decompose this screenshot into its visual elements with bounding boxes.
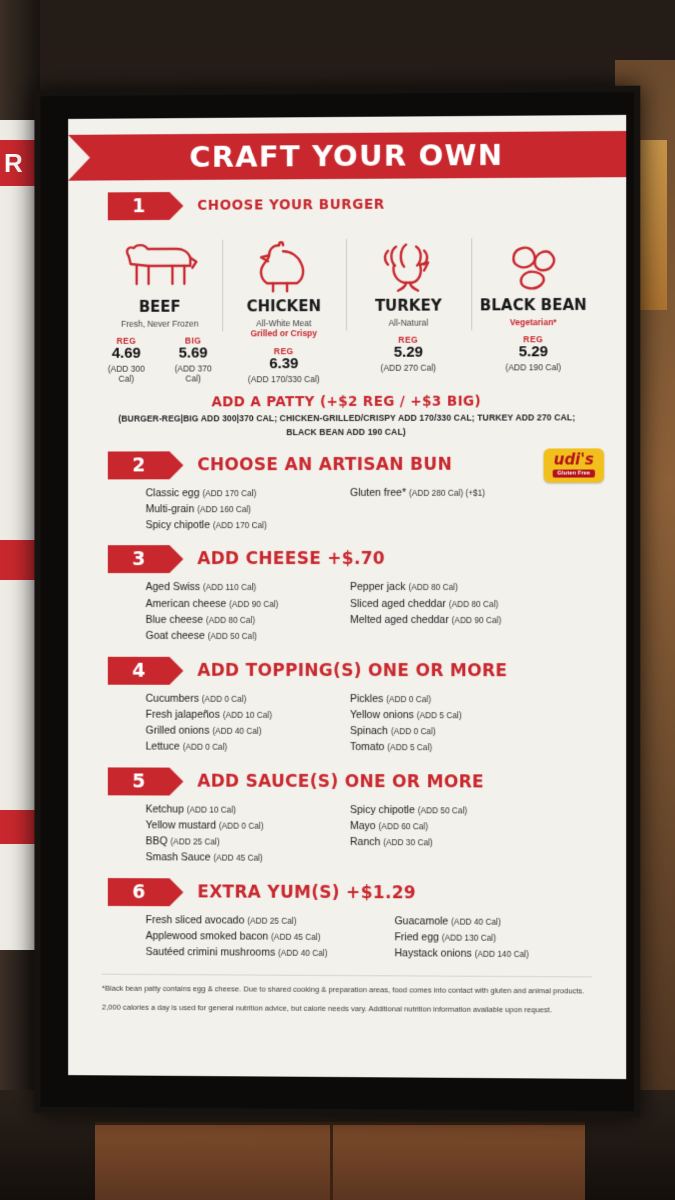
burger-prices <box>475 334 592 372</box>
section-title: ADD TOPPING(S) ONE OR MORE <box>197 660 508 681</box>
price-reg <box>506 334 562 372</box>
item-calories: (ADD 90 Cal) <box>451 615 502 626</box>
list-item[interactable] <box>146 517 350 533</box>
price-calories: (ADD 170/330 Cal) <box>247 373 320 384</box>
item-calories: (ADD 80 Cal) <box>408 582 458 593</box>
item-calories: (ADD 80 Cal) <box>448 598 499 609</box>
price-label: REG <box>273 346 294 357</box>
section-number: 1 <box>108 192 170 220</box>
section-choose-bun <box>68 450 626 534</box>
list-item[interactable] <box>350 484 566 501</box>
section-number: 3 <box>108 546 170 574</box>
list-item[interactable] <box>394 946 595 963</box>
item-calories: (ADD 170 Cal) <box>202 487 257 498</box>
item-name: Grilled onions <box>145 724 210 737</box>
footnote-allergen: *Black bean patty contains egg & cheese. Due to shared cooking & preparation areas, food comes into contact with gluten and animal products. <box>101 984 585 996</box>
extra-column-left <box>146 912 395 962</box>
item-name: Gluten free* <box>349 486 407 499</box>
item-calories: (ADD 40 Cal) <box>212 725 262 736</box>
list-item[interactable] <box>146 690 350 707</box>
bun-options <box>146 484 627 533</box>
item-calories: (ADD 40 Cal) <box>278 947 328 959</box>
item-name: Fresh sliced avocado <box>145 913 245 927</box>
item-name: Fresh jalapeños <box>145 708 220 721</box>
section-add-sauces <box>68 767 626 868</box>
item-name: Pepper jack <box>349 581 406 594</box>
topping-column-left <box>146 690 350 755</box>
burger-option-beef[interactable] <box>98 234 222 385</box>
section-title: CHOOSE YOUR BURGER <box>197 196 385 214</box>
item-calories: (ADD 170 Cal) <box>212 520 267 531</box>
counter-seam <box>330 1125 333 1200</box>
bun-column-left <box>146 485 350 534</box>
burger-subtitle <box>350 317 467 328</box>
price-label: REG <box>523 334 544 345</box>
burger-subtitle <box>475 317 592 328</box>
section-title: ADD CHEESE +$.70 <box>197 549 386 570</box>
item-calories: (ADD 0 Cal) <box>218 820 264 831</box>
item-calories: (ADD 0 Cal) <box>390 726 436 737</box>
list-item[interactable] <box>146 612 350 628</box>
item-calories: (ADD 0 Cal) <box>386 693 432 704</box>
item-name: American cheese <box>145 597 227 610</box>
item-name: Aged Swiss <box>145 581 201 594</box>
price-calories: (ADD 370 Cal) <box>174 363 212 384</box>
item-name: Sautéed crimini mushrooms <box>145 946 276 959</box>
black-bean-icon <box>475 232 592 295</box>
cheese-options <box>146 579 627 644</box>
udis-tag: Gluten Free <box>552 470 595 478</box>
list-item[interactable] <box>146 928 395 945</box>
udis-gluten-free-badge <box>544 448 604 482</box>
item-calories: (ADD 5 Cal) <box>387 742 433 753</box>
burger-sub-text: Fresh, Never Frozen <box>121 318 199 329</box>
burger-option-turkey[interactable] <box>346 232 471 383</box>
list-item[interactable] <box>394 913 595 930</box>
section-add-cheese <box>68 545 626 644</box>
item-name: Multi-grain <box>145 503 195 516</box>
menu-board <box>68 115 626 1079</box>
sauce-options <box>146 801 627 868</box>
list-item[interactable] <box>146 833 350 850</box>
section-header <box>68 189 626 220</box>
item-name: Ketchup <box>145 803 184 816</box>
burger-name: TURKEY <box>374 296 442 315</box>
section-title: CHOOSE AN ARTISAN BUN <box>197 454 453 475</box>
item-name: Mayo <box>349 819 376 833</box>
item-name: Goat cheese <box>145 630 205 643</box>
burger-sub-text: All-Natural <box>388 317 429 328</box>
topping-options <box>146 690 627 756</box>
item-name: Spicy chipotle <box>145 519 211 532</box>
item-name: Haystack onions <box>394 947 472 960</box>
item-name: Classic egg <box>145 486 200 499</box>
burger-name: CHICKEN <box>246 297 322 316</box>
extra-options <box>146 912 627 963</box>
item-name: Cucumbers <box>145 692 199 705</box>
list-item[interactable] <box>146 723 350 740</box>
burger-name: BEEF <box>138 297 181 316</box>
list-item[interactable] <box>146 596 350 612</box>
price-reg <box>381 335 436 373</box>
item-name: Lettuce <box>145 740 180 753</box>
item-calories: (ADD 50 Cal) <box>417 804 468 816</box>
footnotes <box>102 974 592 1016</box>
item-name: Applewood smoked bacon <box>145 929 269 943</box>
item-name: Spinach <box>349 725 388 738</box>
section-add-toppings <box>68 656 626 756</box>
list-item[interactable] <box>350 707 566 724</box>
list-item[interactable] <box>394 929 595 946</box>
price-value: 5.29 <box>518 343 548 361</box>
extra-column-right <box>394 913 595 963</box>
list-item[interactable] <box>146 501 350 518</box>
price-value: 6.39 <box>269 355 299 373</box>
list-item[interactable] <box>146 579 350 595</box>
item-calories: (ADD 160 Cal) <box>197 504 252 515</box>
counter <box>95 1122 585 1200</box>
list-item[interactable] <box>350 579 566 595</box>
add-patty-title: ADD A PATTY (+$2 REG / +$3 BIG) <box>211 393 482 410</box>
list-item[interactable] <box>350 596 566 612</box>
burger-prices <box>350 335 467 373</box>
burger-prices <box>102 336 218 384</box>
burger-subtitle <box>226 318 342 340</box>
page-title: CRAFT YOUR OWN <box>189 137 504 174</box>
item-name: BBQ <box>145 835 168 848</box>
item-name: Fried egg <box>394 931 439 944</box>
section-extra-yums <box>68 878 626 963</box>
burger-option-black-bean[interactable] <box>471 232 596 383</box>
price-label: BIG <box>184 335 202 346</box>
burger-prices <box>226 346 342 384</box>
turkey-icon <box>350 232 467 295</box>
item-calories: (ADD 45 Cal) <box>213 852 263 864</box>
section-header <box>68 878 626 908</box>
item-calories: (ADD 140 Cal) <box>474 948 529 960</box>
price-value: 5.69 <box>178 344 208 362</box>
add-a-patty <box>102 393 592 440</box>
item-calories: (ADD 0 Cal) <box>182 742 228 753</box>
cheese-column-left <box>146 579 350 644</box>
price-label: REG <box>116 336 137 347</box>
item-calories: (ADD 0 Cal) <box>201 693 247 704</box>
section-header <box>68 767 626 797</box>
list-item[interactable] <box>350 818 566 835</box>
price-value: 4.69 <box>111 345 141 363</box>
item-calories: (ADD 25 Cal) <box>247 915 297 926</box>
list-item[interactable] <box>146 850 350 867</box>
footnote-calories: 2,000 calories a day is used for general nutrition advice, but calorie needs vary. Additional nutrition information available upon request. <box>101 1002 552 1015</box>
burger-subtitle <box>102 318 218 329</box>
section-number: 2 <box>108 451 170 479</box>
burger-option-chicken[interactable] <box>222 233 346 384</box>
item-calories: (ADD 80 Cal) <box>206 614 256 625</box>
menu-board-frame <box>34 86 640 1118</box>
list-item[interactable] <box>146 707 350 724</box>
item-calories: (ADD 90 Cal) <box>229 598 279 609</box>
add-patty-line2: BLACK BEAN ADD 190 CAL) <box>286 426 406 438</box>
item-name: Tomato <box>349 741 385 754</box>
item-calories: (ADD 110 Cal) <box>203 582 257 593</box>
item-calories: (ADD 130 Cal) <box>441 932 497 943</box>
section-number: 4 <box>108 656 170 684</box>
list-item[interactable] <box>146 739 350 756</box>
price-reg <box>248 346 320 384</box>
section-title: EXTRA YUM(S) +$1.29 <box>197 882 417 904</box>
price-calories: (ADD 270 Cal) <box>380 362 437 373</box>
burger-sub-text: All-White Meat <box>256 317 312 329</box>
list-item[interactable] <box>350 723 566 740</box>
item-calories: (ADD 30 Cal) <box>383 837 433 848</box>
item-name: Yellow mustard <box>145 819 217 832</box>
section-header <box>68 656 626 685</box>
cow-icon <box>102 234 218 296</box>
item-name: Pickles <box>349 692 384 705</box>
list-item[interactable] <box>146 944 395 962</box>
item-calories: (ADD 25 Cal) <box>170 836 220 847</box>
add-patty-line1: (BURGER-REG|BIG ADD 300|370 CAL; CHICKEN-GRILLED/CRISPY ADD 170/330 CAL; TURKEY ADD 270 CAL; <box>118 411 576 424</box>
cheese-column-right <box>350 579 566 644</box>
price-calories: (ADD 190 Cal) <box>505 362 562 373</box>
list-item[interactable] <box>146 801 350 818</box>
item-name: Blue cheese <box>145 613 204 626</box>
topping-column-right <box>350 691 566 757</box>
item-calories: (ADD 50 Cal) <box>207 631 257 642</box>
sauce-column-right <box>350 802 566 868</box>
list-item[interactable] <box>146 485 350 502</box>
item-name: Melted aged cheddar <box>349 614 449 627</box>
section-header <box>68 545 626 573</box>
item-calories: (ADD 45 Cal) <box>271 931 321 942</box>
item-name: Yellow onions <box>349 708 414 721</box>
section-header <box>68 450 626 479</box>
item-name: Smash Sauce <box>145 851 211 864</box>
list-item[interactable] <box>146 628 350 644</box>
burger-name: BLACK BEAN <box>479 295 587 315</box>
chicken-icon <box>226 233 342 296</box>
item-name: Ranch <box>349 836 381 849</box>
item-calories: (ADD 60 Cal) <box>378 821 429 832</box>
price-big <box>169 336 218 384</box>
item-calories: (ADD 280 Cal) (+$1) <box>409 487 486 498</box>
item-name: Guacamole <box>394 914 449 928</box>
burger-sub-highlight: Grilled or Crispy <box>250 328 318 339</box>
item-calories: (ADD 10 Cal) <box>186 804 236 815</box>
item-calories: (ADD 5 Cal) <box>416 709 462 721</box>
price-reg <box>102 336 151 384</box>
list-item[interactable] <box>350 691 566 708</box>
list-item[interactable] <box>146 912 395 929</box>
item-name: Sliced aged cheddar <box>349 597 446 610</box>
list-item[interactable] <box>350 802 566 819</box>
section-number: 6 <box>108 878 170 906</box>
item-calories: (ADD 40 Cal) <box>451 916 501 927</box>
section-number: 5 <box>108 767 170 795</box>
price-label: REG <box>398 335 419 346</box>
udis-brand: udi's <box>553 450 594 469</box>
item-calories: (ADD 10 Cal) <box>222 709 273 720</box>
price-calories: (ADD 300 Cal) <box>107 363 145 384</box>
burger-sub-highlight: Vegetarian* <box>510 316 557 328</box>
price-value: 5.29 <box>393 344 423 362</box>
bun-column-right <box>350 484 566 533</box>
menu-header <box>68 131 626 181</box>
list-item[interactable] <box>350 834 566 851</box>
sauce-column-left <box>146 801 350 867</box>
list-item[interactable] <box>350 612 566 628</box>
section-choose-burger <box>68 189 626 439</box>
panel-letter: R <box>4 148 23 178</box>
list-item[interactable] <box>350 739 566 756</box>
list-item[interactable] <box>146 817 350 834</box>
burger-options <box>98 232 596 385</box>
section-title: ADD SAUCE(S) ONE OR MORE <box>197 771 485 793</box>
item-name: Spicy chipotle <box>349 803 415 816</box>
